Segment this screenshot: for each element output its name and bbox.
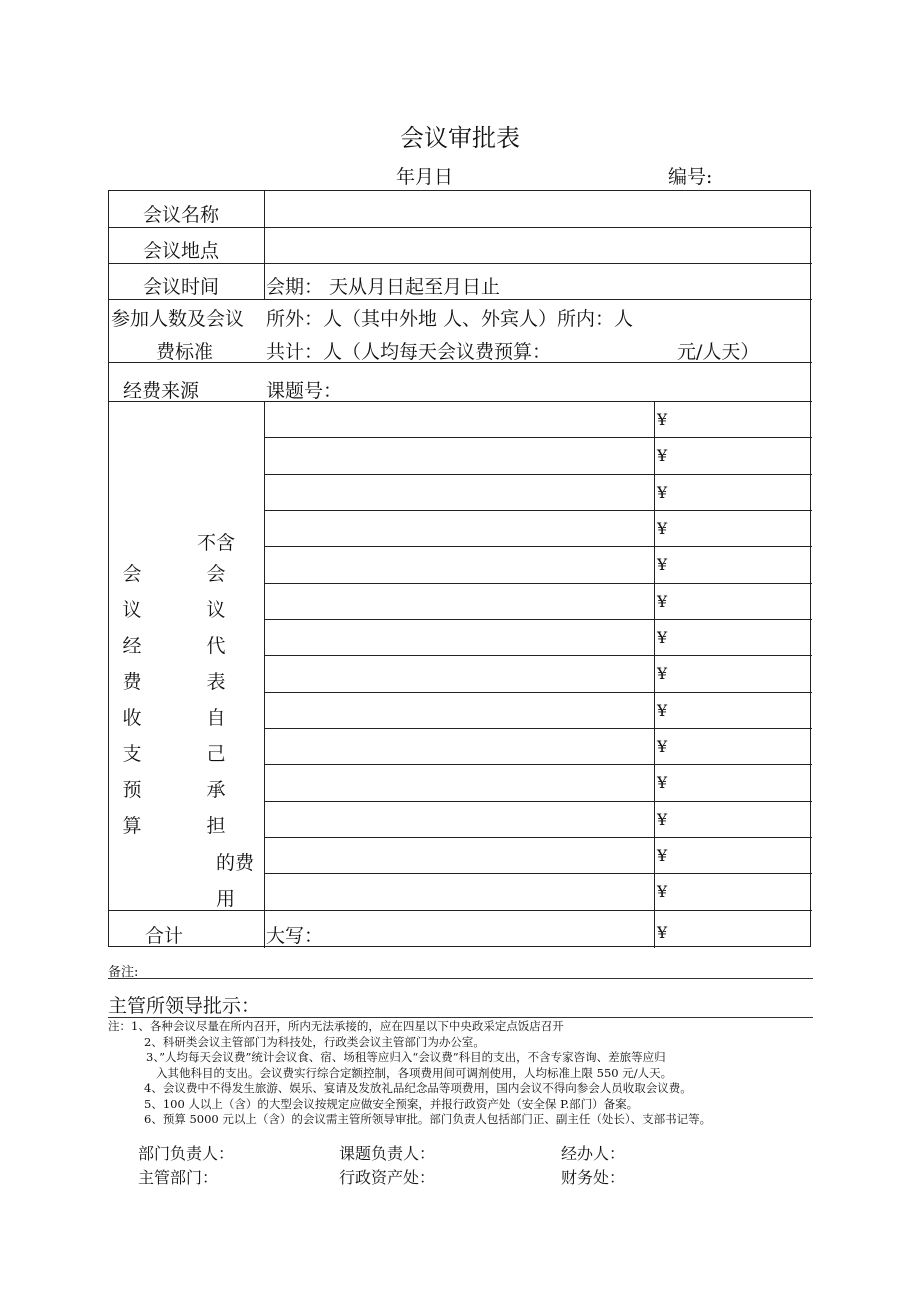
dept-head-signature: 部门负责人：	[138, 1144, 235, 1163]
excluded-cost-label-top: 不含	[197, 532, 236, 554]
attendees-total: 共计：人（人均每天会议费预算：	[266, 341, 552, 363]
amount-yen-symbol: ¥	[657, 410, 668, 429]
budget-row-divider	[264, 764, 812, 765]
budget-row-divider	[264, 619, 812, 620]
excluded-cost-char: 会	[206, 563, 226, 585]
meeting-place-label: 会议地点	[143, 240, 220, 262]
meeting-time-label: 会议时间	[143, 276, 220, 298]
date-label: 年月日	[396, 166, 454, 188]
budget-label-char: 算	[122, 815, 142, 837]
row-divider	[109, 263, 812, 264]
supervisor-dept-signature: 主管部门：	[138, 1168, 219, 1187]
budget-row-divider	[264, 728, 812, 729]
note-item: 入其他科目的支出。会议费实行综合定额控制，各项费用间可调剂使用，人均标准上限 550 元/人天。	[156, 1065, 673, 1080]
serial-number-label: 编号:	[668, 166, 713, 188]
amount-yen-symbol: ¥	[657, 773, 668, 792]
amount-yen-symbol: ¥	[657, 737, 668, 756]
attendees-breakdown: 所外：人（其中外地 人、外宾人）所内：人	[266, 308, 634, 330]
excluded-cost-char: 代	[206, 635, 226, 657]
note-item: 4、会议费中不得发生旅游、娱乐、宴请及发放礼品纪念品等项费用，国内会议不得向参会人员收取会议费。	[144, 1081, 692, 1095]
budget-row-divider	[264, 546, 812, 547]
attendees-label-line1: 参加人数及会议	[111, 308, 245, 330]
budget-row-divider	[264, 510, 812, 511]
amount-yen-symbol: ¥	[657, 519, 668, 538]
budget-label-char: 费	[122, 671, 142, 693]
excluded-cost-char: 自	[206, 707, 226, 729]
handler-signature: 经办人：	[561, 1144, 626, 1163]
budget-label-char: 议	[122, 599, 142, 621]
funding-source-label: 经费来源	[123, 380, 200, 402]
amount-yen-symbol: ¥	[657, 592, 668, 611]
excluded-cost-label-bottom1: 的费	[216, 852, 255, 874]
budget-row-divider	[264, 692, 812, 693]
row-divider	[109, 910, 812, 911]
excluded-cost-char: 承	[206, 779, 226, 801]
total-in-words-label: 大写：	[266, 925, 324, 947]
budget-row-divider	[264, 873, 812, 874]
amount-yen-symbol: ¥	[657, 846, 668, 865]
budget-row-divider	[264, 655, 812, 656]
amount-yen-symbol: ¥	[657, 882, 668, 901]
attendees-label-line2: 费标准	[156, 341, 214, 363]
budget-label-column	[119, 556, 145, 844]
amount-yen-symbol: ¥	[657, 446, 668, 465]
remark-divider	[108, 978, 813, 979]
excluded-cost-char: 议	[206, 599, 226, 621]
meeting-period-value: 会期： 天从月日起至月日止	[266, 276, 501, 298]
remark-label: 备注:	[108, 965, 139, 980]
per-person-unit: 元/人天）	[677, 341, 760, 363]
amount-column-divider	[654, 401, 655, 948]
excluded-cost-char: 表	[206, 671, 226, 693]
admin-assets-signature: 行政资产处：	[339, 1168, 436, 1187]
budget-label-char: 经	[122, 635, 142, 657]
note-item: 3、”人均每天会议费”统计会议食、宿、场租等应归入“会议费”科目的支出，不含专家咨询、差旅等应归	[146, 1050, 666, 1064]
amount-yen-symbol: ¥	[657, 555, 668, 574]
row-divider	[109, 401, 812, 402]
amount-yen-symbol: ¥	[657, 483, 668, 502]
total-label: 合计	[145, 925, 184, 947]
excluded-cost-char: 己	[206, 743, 226, 765]
budget-row-divider	[264, 437, 812, 438]
amount-yen-symbol: ¥	[657, 628, 668, 647]
notes-section	[108, 1019, 813, 1128]
budget-label-char: 收	[122, 707, 142, 729]
excluded-cost-label-bottom2: 用	[216, 888, 236, 910]
excluded-cost-char: 担	[206, 815, 226, 837]
budget-row-divider	[264, 474, 812, 475]
approval-form-table	[108, 190, 811, 947]
project-head-signature: 课题负责人：	[339, 1144, 436, 1163]
budget-row-divider	[264, 837, 812, 838]
note-item: 注：1、各种会议尽量在所内召开，所内无法承接的，应在四星以下中央政采定点饭店召开	[108, 1019, 564, 1033]
project-number-label: 课题号：	[266, 380, 343, 402]
finance-signature: 财务处：	[561, 1168, 626, 1187]
approval-divider	[108, 1017, 813, 1018]
meeting-name-label: 会议名称	[143, 204, 220, 226]
amount-yen-symbol: ¥	[657, 810, 668, 829]
leader-approval-label: 主管所领导批示：	[108, 995, 261, 1017]
budget-row-divider	[264, 801, 812, 802]
note-item: 6、预算 5000 元以上（含）的会议需主管所领导审批。部门负责人包括部门正、副主任（处长）、支部书记等。	[144, 1112, 712, 1126]
row-divider	[109, 299, 812, 300]
column-divider	[264, 401, 265, 948]
row-divider	[109, 227, 812, 228]
budget-label-char: 预	[122, 779, 142, 801]
amount-yen-symbol: ¥	[657, 701, 668, 720]
budget-label-char: 支	[122, 743, 142, 765]
amount-yen-symbol: ¥	[657, 664, 668, 683]
column-divider	[264, 191, 265, 299]
total-yen-symbol: ¥	[657, 923, 668, 942]
excluded-cost-label-column	[203, 556, 229, 844]
form-title: 会议审批表	[400, 124, 520, 152]
budget-label-char: 会	[122, 563, 142, 585]
budget-row-divider	[264, 583, 812, 584]
note-item: 5、100 人以上（含）的大型会议按规定应做安全预案，并报行政资产处（安全保 P.部门）备案。	[144, 1096, 639, 1111]
note-item: 2、科研类会议主管部门为科技处，行政类会议主管部门为办公室。	[144, 1034, 485, 1049]
